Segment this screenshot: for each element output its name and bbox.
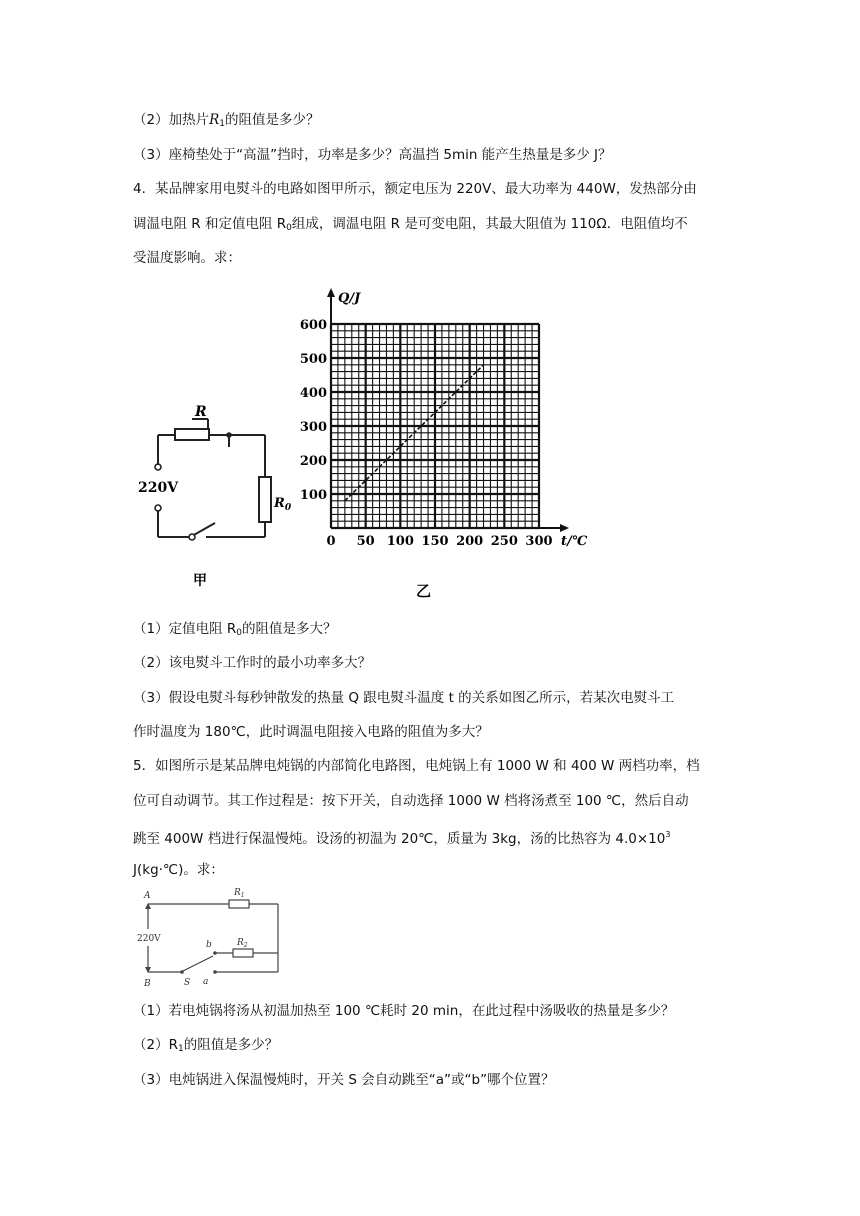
q4-line-2: 调温电阻 R 和定值电阻 $R_0$组成，调温电阻 R 是可变电阻，其最大阻值为 110Ω．电阻值均不 xyxy=(133,216,688,233)
y-tick-label: 400 xyxy=(299,386,327,401)
figure-q5-circuit xyxy=(133,884,293,994)
x-tick-label: 300 xyxy=(525,534,553,549)
label-R: R xyxy=(195,404,207,420)
q4-sub3-line-1: （3）假设电熨斗每秒钟散发的热量 Q 跟电熨斗温度 t 的关系如图乙所示，若某次电熨斗工 xyxy=(133,690,675,706)
q5-line-3: 跳至 400W 档进行保温慢炖。设汤的初温为 20℃，质量为 3kg，汤的比热容为 $4.0\times 10^3$ xyxy=(133,830,671,847)
q4-sub3-line-2: 作时温度为 180℃，此时调温电阻接入电路的阻值为多大？ xyxy=(133,724,489,740)
q3-sub2-line: （2）加热片$R_1$的阻值是多少？ xyxy=(133,112,320,129)
q3-sub3-line: （3）座椅垫处于“高温”挡时，功率是多少？高温挡 5min 能产生热量是多少 J？ xyxy=(133,147,612,163)
chart-ylabel: Q/J xyxy=(338,291,361,306)
label-A: A xyxy=(144,891,151,901)
y-tick-label: 100 xyxy=(299,488,327,503)
x-tick-label: 100 xyxy=(386,534,414,549)
q5-sub3-line: （3）电炖锅进入保温慢炖时，开关 S 会自动跳至“a”或“b”哪个位置？ xyxy=(133,1072,555,1088)
caption-jia: 甲 xyxy=(193,573,207,589)
label-R2: $R_2$ xyxy=(237,938,248,949)
label-220V-q5: 220V xyxy=(137,934,161,944)
y-tick-label: 200 xyxy=(299,454,327,469)
y-tick-label: 500 xyxy=(299,352,327,367)
q4-sub2-line: （2）该电熨斗工作时的最小功率多大？ xyxy=(133,655,372,671)
q5-line-2: 位可自动调节。其工作过程是：按下开关，自动选择 1000 W 档将汤煮至 100 ℃，然后自动 xyxy=(133,793,689,809)
x-tick-label: 200 xyxy=(456,534,484,549)
label-R1: $R_1$ xyxy=(234,888,245,899)
label-b: b xyxy=(206,940,212,950)
x-tick-label: 0 xyxy=(326,534,336,549)
caption-yi: 乙 xyxy=(416,582,432,600)
q4-sub1-line: （1）定值电阻 $R_0$的阻值是多大？ xyxy=(133,621,337,638)
x-tick-label: 150 xyxy=(421,534,449,549)
q5-line-1: 5．如图所示是某品牌电炖锅的内部简化电路图，电炖锅上有 1000 W 和 400 W 两档功率，档 xyxy=(133,758,700,774)
q4-line-1: 4．某品牌家用电熨斗的电路如图甲所示，额定电压为 220V、最大功率为 440W，发热部分由 xyxy=(133,181,697,197)
chart-xlabel: t/℃ xyxy=(561,534,588,549)
y-tick-label: 300 xyxy=(299,420,327,435)
x-tick-label: 50 xyxy=(356,534,375,549)
q5-sub1-line: （1）若电炖锅将汤从初温加热至 100 ℃耗时 20 min，在此过程中汤吸收的热量是多少？ xyxy=(133,1003,675,1019)
label-B: B xyxy=(144,979,151,989)
label-220V: 220V xyxy=(138,480,179,496)
label-R0: $R_0$ xyxy=(274,496,292,513)
y-axis-arrow xyxy=(327,288,335,297)
q5-line-4: J(kg·℃)。求： xyxy=(133,862,224,878)
y-tick-label: 600 xyxy=(299,318,327,333)
figure-jia-circuit xyxy=(133,285,298,595)
chart-grid xyxy=(331,324,539,528)
x-axis-arrow xyxy=(560,524,569,532)
x-tick-label: 250 xyxy=(490,534,518,549)
label-S: S xyxy=(184,978,191,988)
q4-line-3: 受温度影响。求： xyxy=(133,250,241,266)
q5-sub2-line: $(2)R_1$的阻值是多少？ xyxy=(133,1037,279,1054)
figure-yi-chart xyxy=(298,285,588,600)
label-a: a xyxy=(203,977,209,987)
